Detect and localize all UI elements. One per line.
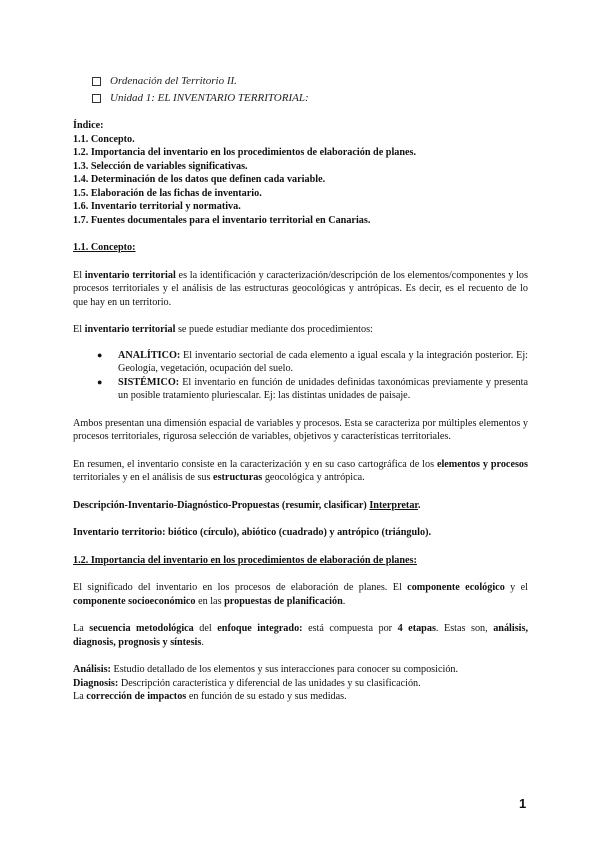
section-heading-concepto: 1.1. Concepto: (73, 242, 136, 253)
course-title: Ordenación del Territorio II. (110, 75, 237, 87)
paragraph: Análisis: Estudio detallado de los elementos y sus interacciones para conocer su composición. (73, 664, 459, 675)
index-item: 1.4. Determinación de los datos que definen cada variable. (73, 174, 326, 185)
unit-title: Unidad 1: EL INVENTARIO TERRITORIAL: (110, 92, 309, 104)
index-item: 1.2. Importancia del inventario en los procedimientos de elaboración de planes. (73, 147, 417, 158)
header-checklist (92, 73, 309, 107)
index-item: 1.3. Selección de variables significativas. (73, 160, 248, 172)
paragraph: En resumen, el inventario consiste en la caracterización y en su caso cartográfica de los elementos y procesos territoriales y en el análisis de sus estructuras geocológica y antrópica. (73, 458, 528, 483)
checkbox-icon (92, 77, 101, 86)
paragraph: El inventario territorial se puede estudiar mediante dos procedimientos: (73, 324, 373, 335)
paragraph: Diagnosis: Descripción característica y diferencial de las unidades y su clasificación. (73, 677, 421, 689)
paragraph: Ambos presentan una dimensión espacial de variables y procesos. Esta se caracteriza por múltiples elementos y procesos territoriales, rigurosa selección de variables, objetivos y características territoriales. (73, 417, 528, 442)
index-item: 1.1. Concepto. (73, 133, 135, 145)
section-heading-importancia: 1.2. Importancia del inventario en los procedimientos de elaboración de planes: (73, 554, 417, 566)
paragraph: La corrección de impactos en función de su estado y sus medidas. (73, 691, 347, 702)
checklist-item (92, 73, 309, 90)
checklist-item (92, 90, 309, 107)
index-title: Índice: (73, 120, 104, 131)
paragraph: El inventario territorial es la identificación y caracterización/descripción de los elementos/componentes y los procesos territoriales y el análisis de las estructuras geocológicas y antrópicas. Es decir, es el recuento de lo que hay en un territorio. (73, 269, 528, 308)
paragraph: Inventario territorio: biótico (círculo), abiótico (cuadrado) y antrópico (triángulo). (73, 527, 432, 538)
document-body (73, 119, 528, 704)
list-item: ● ANALÍTICO: El inventario sectorial de cada elemento a igual escala y la integración posterior. Ej: Geología, vegetación, ocupación del suelo. (103, 349, 528, 376)
list-item: ● SISTÉMICO: El inventario en función de unidades definidas taxonómicas previamente y presenta un posible tratamiento pluriescalar. Ej: las distintas unidades de paisaje. (103, 376, 528, 403)
paragraph: El significado del inventario en los procesos de elaboración de planes. El componente ecológico y el componente socioeconómico en las propuestas de planificación. (73, 582, 529, 607)
paragraph: La secuencia metodológica del enfoque integrado: está compuesta por 4 etapas. Estas son, análisis, diagnosis, prognosis y síntesis. (73, 623, 529, 648)
paragraph: Descripción-Inventario-Diagnóstico-Propuestas (resumir, clasificar) Interpretar. (73, 499, 421, 511)
page-number: 1 (519, 796, 527, 811)
checkbox-icon (92, 94, 101, 103)
index-item: 1.7. Fuentes documentales para el inventario territorial en Canarias. (73, 214, 371, 226)
index-item: 1.6. Inventario territorial y normativa. (73, 201, 241, 212)
procedures-list (73, 349, 528, 403)
index-item: 1.5. Elaboración de las fichas de inventario. (73, 187, 262, 199)
